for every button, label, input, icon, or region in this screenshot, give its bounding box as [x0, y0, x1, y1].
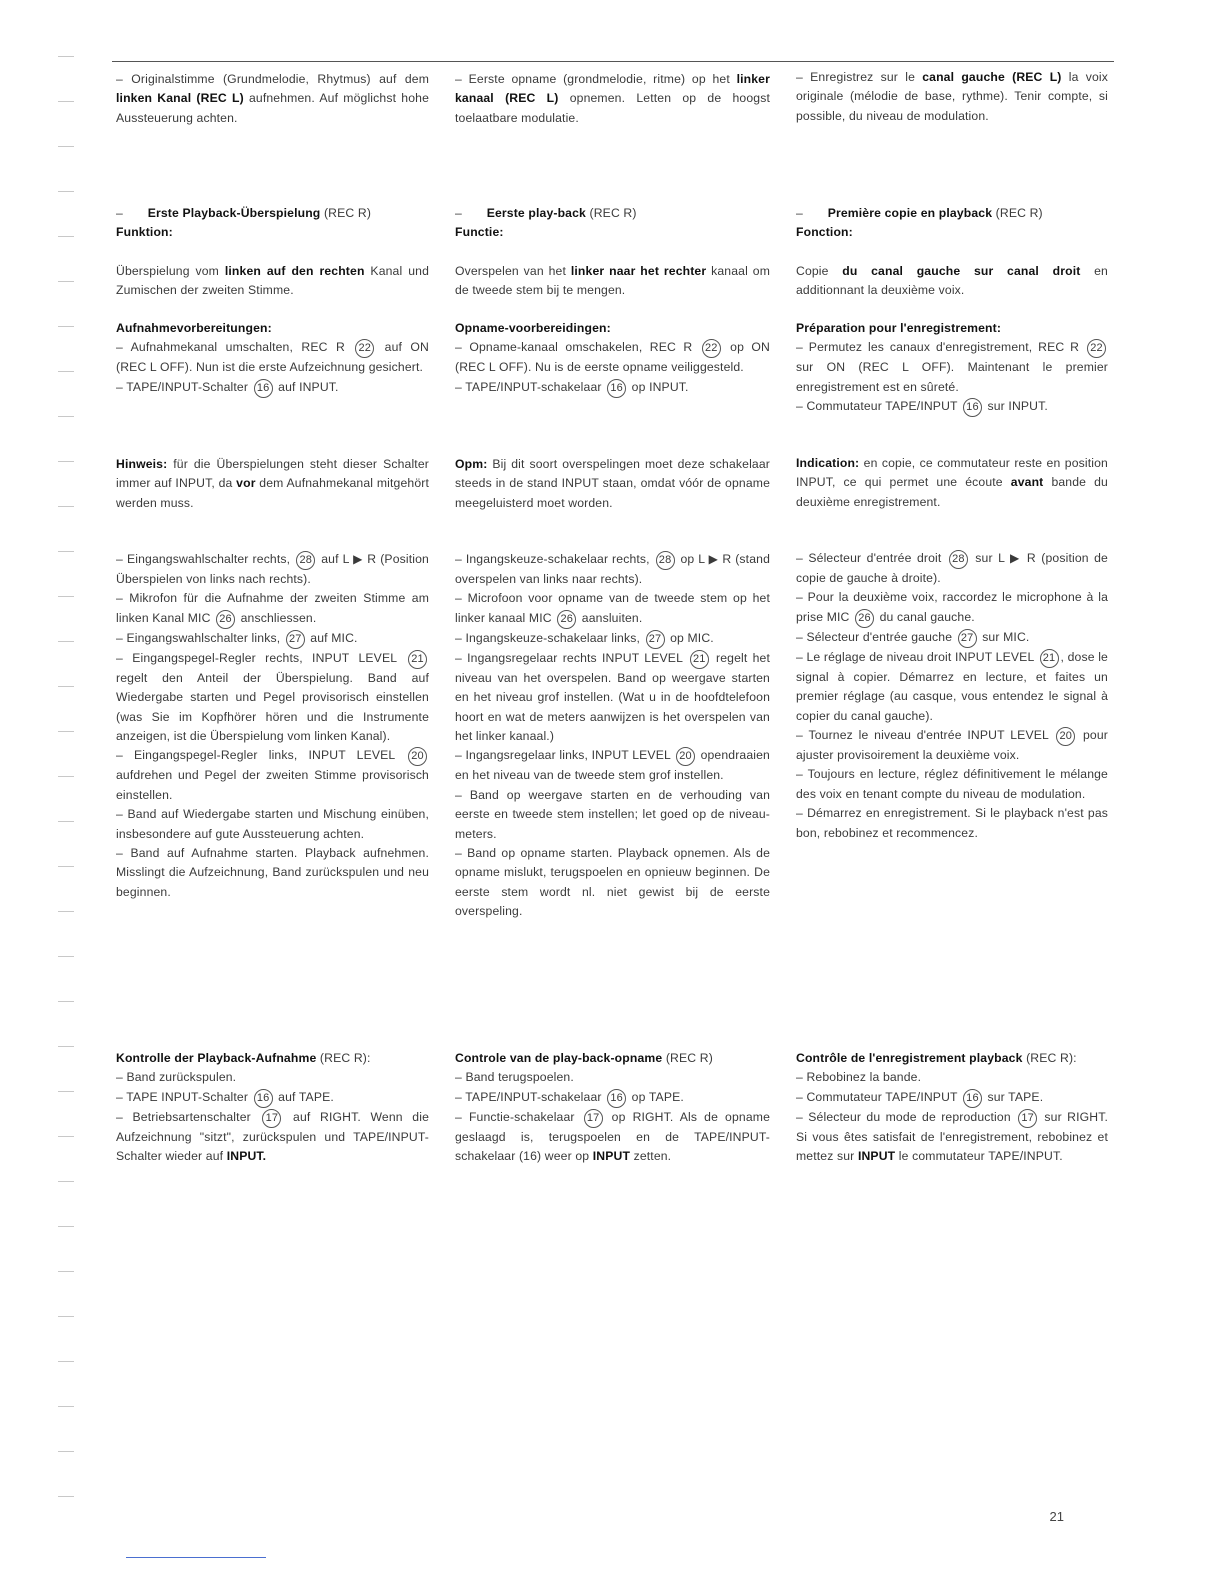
playback-title-de: – Erste Playback-Überspielung (REC R) Funktion:: [116, 206, 372, 240]
step: – Band auf Aufnahme starten. Playback aufnehmen. Misslingt die Aufzeichnung, Band zurückspulen und neu beginnen.: [116, 846, 429, 899]
step: – Ingangskeuze-schakelaar rechts, 28 op L ▶ R (stand overspelen van links naar rechts).: [455, 552, 770, 586]
step: – Eingangspegel-Regler links, INPUT LEVEL 20 aufdrehen und Pegel der zweiten Stimme provisorisch einstellen.: [116, 748, 429, 802]
page-number: 21: [1049, 1509, 1064, 1524]
step: – Band op weergave starten en de verhouding van eerste en tweede stem instellen; let goed op de niveau-meters.: [455, 787, 770, 841]
prep-fr: Préparation pour l'enregistrement: – Permutez les canaux d'enregistrement, REC R 22 sur ON (REC L OFF). Maintenant le premier enregistrement est en sûreté. – Commutateur TAPE/INPUT 16 sur INPUT.: [796, 319, 1108, 417]
control-de: Kontrolle der Playback-Aufnahme (REC R): – Band zurückspulen. – TAPE INPUT-Schalter 16 auf TAPE. – Betriebsartenschalter 17 auf RIGHT. Wenn die Aufzeichnung "sitzt", zurückspulen und TAPE/INPUT-Schalter wieder auf INPUT.: [116, 1051, 429, 1164]
callout-number: 16: [963, 398, 982, 417]
footer-rule: [126, 1557, 266, 1558]
header-rule: [112, 61, 1114, 62]
step: – Band auf Wiedergabe starten und Mischung einüben, insbesondere auf gute Aussteuerung achten.: [116, 807, 429, 841]
callout-number: 16: [607, 379, 626, 398]
top-fr: – Enregistrez sur le canal gauche (REC L) la voix originale (mélodie de base, rythme). Tenir compte, si possible, du niveau de modulation.: [796, 70, 1108, 123]
playback-title-fr: – Première copie en playback (REC R) Fonction:: [796, 206, 1043, 240]
note-nl: Opm: Bij dit soort overspelingen moet deze schakelaar steeds in de stand INPUT staan, omdat vóór de opname meegeluisterd moet worden.: [455, 457, 770, 510]
prep-nl: Opname-voorbereidingen: – Opname-kanaal omschakelen, REC R 22 op ON (REC L OFF). Nu is de eerste opname veiliggesteld. – TAPE/INPUT-schakelaar 16 op INPUT.: [455, 319, 770, 398]
step: – Eingangspegel-Regler rechts, INPUT LEVEL 21 regelt den Anteil der Überspielung. Band auf Wiedergabe starten und Pegel provisorisch einstellen (was Sie im Kopfhörer hören und die Instrumente anzeigen, ist die Überspielung vom linken Kanal).: [116, 650, 429, 744]
margin-tick-marks: [58, 56, 76, 1546]
callout-number: 22: [355, 339, 374, 358]
function-de: Überspielung vom linken auf den rechten Kanal und Zumischen der zweiten Stimme.: [116, 264, 430, 298]
step: – Mikrofon für die Aufnahme der zweiten Stimme am linken Kanal MIC 26 anschliessen.: [116, 589, 429, 628]
callout-number: 22: [702, 339, 721, 358]
note-de: Hinweis: für die Überspielungen steht dieser Schalter immer auf INPUT, da vor dem Aufnahmekanal mitgehört werden muss.: [116, 457, 429, 510]
step: – Ingangskeuze-schakelaar links, 27 op MIC.: [455, 629, 770, 649]
step: – Microfoon voor opname van de tweede stem op het linker kanaal MIC 26 aansluiten.: [455, 589, 770, 628]
control-nl: Controle van de play-back-opname (REC R) – Band terugspoelen. – TAPE/INPUT-schakelaar 16 op TAPE. – Functie-schakelaar 17 op RIGHT. Als de opname geslaagd is, terugspoelen en de TAPE/INPUT-schakelaar (16) weer op INPUT zetten.: [455, 1051, 771, 1164]
playback-title-nl: – Eerste play-back (REC R) Functie:: [455, 206, 637, 240]
note-fr: Indication: en copie, ce commutateur reste en position INPUT, ce qui permet une écoute avant bande du deuxième enregistrement.: [796, 456, 1108, 509]
top-nl: – Eerste opname (grondmelodie, ritme) op het linker kanaal (REC L) opnemen. Letten op de hoogst toelaatbare modulatie.: [455, 72, 770, 125]
step: – Ingangsregelaar rechts INPUT LEVEL 21 regelt het niveau van het overspelen. Band op weergave starten en het niveau grof instellen. (Wat u in de hoofdtelefoon hoort en wat de meters aanwijzen is het overspelen van het linker kanaal.): [455, 650, 770, 744]
step: – Sélecteur d'entrée droit 28 sur L ▶ R (position de copie de gauche à droite).: [796, 551, 1108, 585]
step: – Démarrez en enregistrement. Si le playback n'est pas bon, rebobinez et recommencez.: [796, 806, 1108, 840]
function-nl: Overspelen van het linker naar het rechter kanaal om de tweede stem bij te mengen.: [455, 264, 770, 298]
steps-fr: [796, 549, 1108, 843]
prep-de: Aufnahmevorbereitungen: – Aufnahmekanal umschalten, REC R 22 auf ON (REC L OFF). Nun ist die erste Aufzeichnung gesichert. – TAPE/INPUT-Schalter 16 auf INPUT.: [116, 319, 429, 398]
steps-nl: [455, 550, 770, 922]
step: – Ingangsregelaar links, INPUT LEVEL 20 opendraaien en het niveau van de tweede stem grof instellen.: [455, 748, 770, 783]
step: – Band op opname starten. Playback opnemen. Als de opname mislukt, terugspoelen en opnieuw beginnen. De eerste stem wordt nl. niet gewist bij de eerste overspeling.: [455, 846, 770, 919]
step: – Toujours en lecture, réglez définitivement le mélange des voix en tenant compte du niveau de modulation.: [796, 767, 1108, 801]
step: – Tournez le niveau d'entrée INPUT LEVEL 20 pour ajuster provisoirement la deuxième voix.: [796, 728, 1108, 763]
step: – Sélecteur d'entrée gauche 27 sur MIC.: [796, 628, 1108, 648]
top-de: – Originalstimme (Grundmelodie, Rhytmus) auf dem linken Kanal (REC L) aufnehmen. Auf möglichst hohe Aussteuerung achten.: [116, 72, 430, 125]
step: – Eingangswahlschalter links, 27 auf MIC.: [116, 629, 429, 649]
callout-number: 16: [254, 379, 273, 398]
step: – Eingangswahlschalter rechts, 28 auf L ▶ R (Position Überspielen von links nach rechts).: [116, 552, 429, 586]
function-fr: Copie du canal gauche sur canal droit en additionnant la deuxième voix.: [796, 264, 1108, 298]
steps-de: [116, 550, 429, 902]
callout-number: 22: [1087, 339, 1106, 358]
step: – Pour la deuxième voix, raccordez le microphone à la prise MIC 26 du canal gauche.: [796, 588, 1108, 627]
step: – Le réglage de niveau droit INPUT LEVEL 21 , dose le signal à copier. Démarrez en lecture, et faites un premier réglage (au casque, vous entendez le signal à copier du canal gauche).: [796, 649, 1108, 723]
control-fr: Contrôle de l'enregistrement playback (REC R): – Rebobinez la bande. – Commutateur TAPE/INPUT 16 sur TAPE. – Sélecteur du mode de reproduction 17 sur RIGHT. Si vous êtes satisfait de l'enregistrement, rebobinez et mettez sur INPUT le commutateur TAPE/INPUT.: [796, 1051, 1108, 1164]
